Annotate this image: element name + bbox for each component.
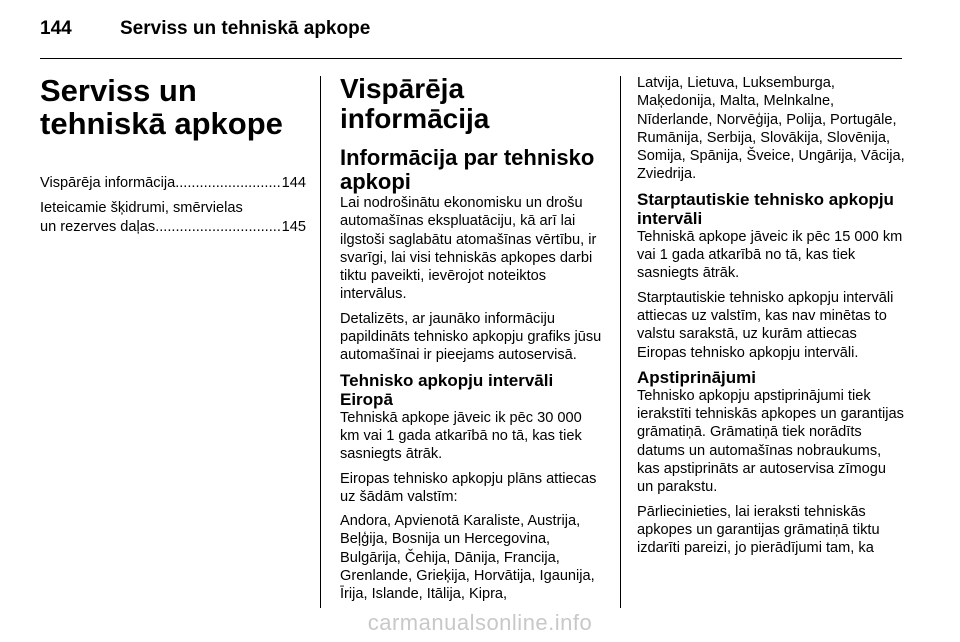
header-rule <box>40 58 902 59</box>
paragraph: Pārliecinieties, lai ieraksti tehniskās apkopes un garantijas grāmatiņā tiktu izdarīti pareizi, jo pierādījumi tam, ka <box>637 503 880 557</box>
paragraph: Tehniskā apkope jāveic ik pēc 15 000 km vai 1 gada atkarībā no tā, kas tiek sasniegts ātrāk. <box>637 228 903 282</box>
column-divider-2 <box>620 76 621 608</box>
toc-title: un rezerves daļas <box>40 219 156 235</box>
toc-leader <box>155 218 281 237</box>
chapter-title: Serviss un tehniskā apkope <box>40 73 283 141</box>
paragraph: Latvija, Lietuva, Luksemburga, Maķedonija, Malta, Melnkalne, Nīderlande, Norvēģija, Polija, Portugāle, Rumānija, Serbija, Slovākija, Slovēnija, Somija, Spānija, Šveice, Ungārija, Vācija, Zviedrija. <box>637 75 905 183</box>
toc-entry[interactable] <box>40 174 306 193</box>
column-1 <box>40 74 306 243</box>
running-title: Serviss un tehniskā apkope <box>120 18 371 39</box>
europe-intervals-heading: Tehnisko apkopju intervāli Eiropā <box>340 370 554 409</box>
watermark: carmanualsonline.info <box>367 610 593 635</box>
paragraph: Tehniskā apkope jāveic ik pēc 30 000 km vai 1 gada atkarībā no tā, kas tiek sasniegts ātrāk. <box>340 409 582 463</box>
toc-page: 144 <box>281 175 306 191</box>
toc-leader <box>175 174 281 193</box>
toc-title: Vispārēja informācija <box>40 175 176 191</box>
subsection-title: Informācija par tehnisko apkopi <box>340 145 595 194</box>
international-intervals-heading: Starptautiskie tehnisko apkopju intervāli <box>637 189 894 228</box>
toc-page: 145 <box>281 219 306 235</box>
paragraph: Detalizēts, ar jaunāko informāciju papildināts tehnisko apkopju grafiks jūsu automašīnai ir pieejams autoservisā. <box>340 310 602 364</box>
paragraph: Andora, Apvienotā Karaliste, Austrija, Beļģija, Bosnija un Hercegovina, Bulgārija, Čehija, Dānija, Francija, Grenlande, Grieķija, Horvātija, Igaunija, Īrija, Islande, Itālija, Kipra, <box>340 513 595 603</box>
column-2 <box>340 74 604 610</box>
column-3 <box>637 74 905 564</box>
paragraph: Lai nodrošinātu ekonomisku un drošu automašīnas ekspluatāciju, kā arī lai ilgstoši saglabātu atomašīnas vērtību, ir svarīgi, lai visi tehniskās apkopes darbi tiktu paveikti, ievērojot noteiktos intervālus. <box>340 195 597 303</box>
page-number: 144 <box>40 18 72 39</box>
column-divider-1 <box>320 76 321 608</box>
paragraph: Eiropas tehnisko apkopju plāns attiecas uz šādām valstīm: <box>340 470 597 505</box>
paragraph: Starptautiskie tehnisko apkopju intervāli attiecas uz valstīm, kas nav minētas to valstu sarakstā, uz kurām attiecas Eiropas tehnisko apkopju intervāli. <box>637 289 894 361</box>
confirmations-heading: Apstiprinājumi <box>637 367 757 387</box>
toc-title-line: Ieteicamie šķidrumi, smērvielas <box>40 200 243 216</box>
page-header <box>40 18 370 48</box>
paragraph: Tehnisko apkopju apstiprinājumi tiek ierakstīti tehniskās apkopes un garantijas grāmatiņā. Grāmatiņā tiek norādīts datums un automašīnas nobraukums, kas apstiprināts ar autoservisa zīmogu un parakstu. <box>637 387 904 496</box>
section-title: Vispārēja informācija <box>340 73 490 134</box>
toc-entry[interactable] <box>40 199 306 237</box>
